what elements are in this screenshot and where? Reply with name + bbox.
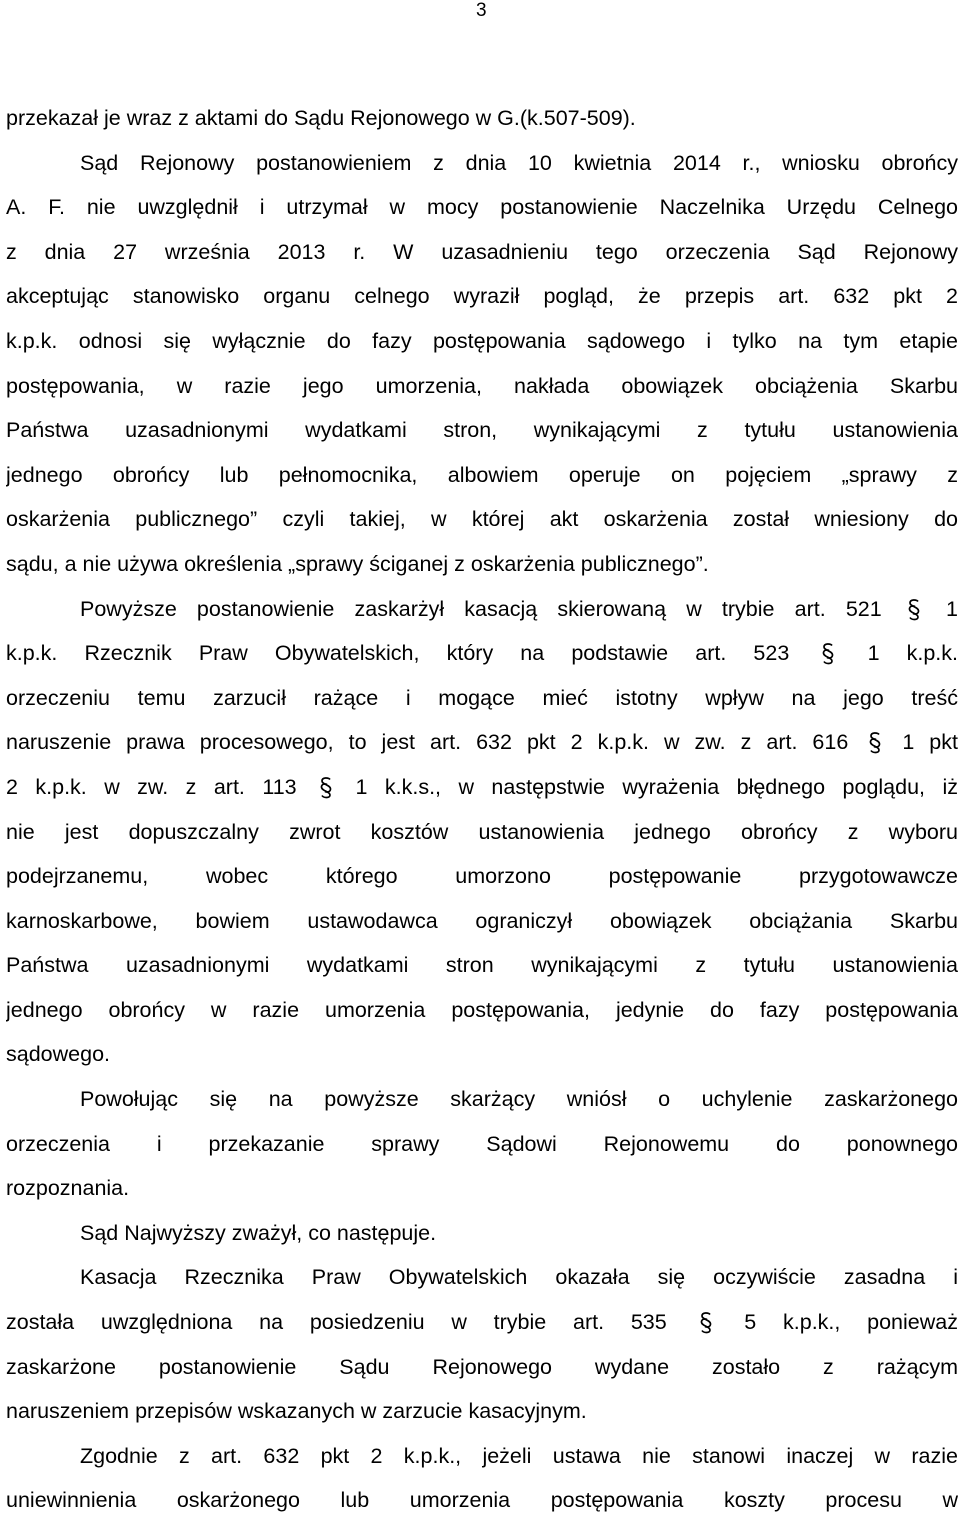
section-sign-icon	[865, 730, 885, 754]
text-segment: Sąd Rejonowy postanowieniem z dnia 10 kwietnia 2014 r., wniosku obrońcy	[80, 150, 958, 175]
text-line	[6, 1300, 958, 1345]
text-line	[6, 185, 958, 230]
text-line	[6, 1122, 958, 1167]
text-segment: k.p.k. odnosi się wyłącznie do fazy postępowania sądowego i tylko na tym etapie	[6, 328, 958, 353]
text-segment: 1 k.p.k.	[867, 641, 958, 666]
text-segment: przekazał je wraz z aktami do Sądu Rejonowego w G.(k.507-509).	[6, 106, 636, 130]
text-segment: karnoskarbowe, bowiem ustawodawca ograniczył obowiązek obciążania Skarbu	[6, 908, 958, 933]
text-segment: zaskarżone postanowienie Sądu Rejonowego wydane zostało z rażącym	[6, 1354, 958, 1379]
text-line	[6, 720, 958, 765]
text-line	[6, 96, 958, 141]
text-line	[6, 810, 958, 855]
text-segment: 1 pkt	[902, 730, 958, 755]
text-line	[6, 1211, 958, 1256]
text-segment: rozpoznania.	[6, 1176, 130, 1201]
document-body	[6, 96, 958, 1523]
text-segment: postępowania, w razie jego umorzenia, nakłada obowiązek obciążenia Skarbu	[6, 373, 958, 398]
text-segment: sądowego.	[6, 1042, 110, 1067]
text-line	[6, 1077, 958, 1122]
text-segment: nie jest dopuszczalny zwrot kosztów ustanowienia jednego obrońcy z wyboru	[6, 819, 958, 844]
text-segment: k.p.k. Rzecznik Praw Obywatelskich, który na podstawie art. 523	[6, 641, 790, 666]
text-line	[6, 141, 958, 186]
text-line	[6, 453, 958, 498]
text-line	[6, 1166, 958, 1211]
text-line	[6, 230, 958, 275]
section-sign-icon	[696, 1310, 716, 1334]
text-segment: 1 k.k.s., w następstwie wyrażenia błędnego poglądu, iż	[355, 774, 958, 799]
text-segment: z dnia 27 września 2013 r. W uzasadnieniu tego orzeczenia Sąd Rejonowy	[6, 239, 958, 264]
text-segment: sądu, a nie używa określenia „sprawy ściganej z oskarżenia publicznego”.	[6, 551, 709, 576]
text-segment: naruszenie prawa procesowego, to jest art. 632 pkt 2 k.p.k. w zw. z art. 616	[6, 730, 849, 755]
text-segment: A. F. nie uwzględnił i utrzymał w mocy postanowienie Naczelnika Urzędu Celnego	[6, 195, 958, 220]
text-line	[6, 988, 958, 1033]
text-line	[6, 408, 958, 453]
text-segment: Sąd Najwyższy zważył, co następuje.	[80, 1220, 437, 1245]
section-sign-icon	[316, 775, 336, 799]
text-segment: jednego obrońcy w razie umorzenia postępowania, jedynie do fazy postępowania	[6, 997, 958, 1022]
text-segment: Powołując się na powyższe skarżący wniósł o uchylenie zaskarżonego	[80, 1087, 958, 1112]
text-segment: akceptując stanowisko organu celnego wyraził pogląd, że przepis art. 632 pkt 2	[6, 284, 958, 309]
text-line	[6, 587, 958, 632]
text-segment: Zgodnie z art. 632 pkt 2 k.p.k., jeżeli ustawa nie stanowi inaczej w razie	[80, 1443, 958, 1468]
section-sign-icon	[818, 641, 838, 665]
text-segment: oskarżenia publicznego” czyli takiej, w której akt oskarżenia został wniesiony do	[6, 507, 958, 532]
text-line	[6, 497, 958, 542]
text-line	[6, 542, 958, 587]
text-line	[6, 1389, 958, 1434]
page-number: 3	[476, 0, 487, 21]
text-line	[6, 631, 958, 676]
text-line	[6, 943, 958, 988]
text-line	[6, 854, 958, 899]
text-segment: orzeczeniu temu zarzucił rażące i mogące mieć istotny wpływ na jego treść	[6, 685, 958, 710]
text-segment: Powyższe postanowienie zaskarżył kasacją skierowaną w trybie art. 521	[80, 596, 882, 621]
text-line	[6, 765, 958, 810]
text-line	[6, 1478, 958, 1523]
text-line	[6, 364, 958, 409]
text-segment: 1	[946, 596, 958, 621]
text-segment: Kasacja Rzecznika Praw Obywatelskich okazała się oczywiście zasadna i	[80, 1265, 958, 1290]
text-segment: 5 k.p.k., ponieważ	[744, 1310, 958, 1335]
text-line	[6, 1434, 958, 1479]
text-segment: orzeczenia i przekazanie sprawy Sądowi Rejonowemu do ponownego	[6, 1131, 958, 1156]
section-sign-icon	[904, 597, 924, 621]
text-segment: Państwa uzasadnionymi wydatkami stron wynikającymi z tytułu ustanowienia	[6, 953, 958, 978]
text-line	[6, 1345, 958, 1390]
text-line	[6, 1032, 958, 1077]
text-segment: podejrzanemu, wobec którego umorzono postępowanie przygotowawcze	[6, 864, 958, 889]
text-segment: Państwa uzasadnionymi wydatkami stron, wynikającymi z tytułu ustanowienia	[6, 418, 958, 443]
text-line	[6, 1255, 958, 1300]
text-line	[6, 899, 958, 944]
text-line	[6, 274, 958, 319]
text-segment: została uwzględniona na posiedzeniu w trybie art. 535	[6, 1310, 667, 1335]
text-segment: jednego obrońcy lub pełnomocnika, albowiem operuje on pojęciem „sprawy z	[6, 462, 958, 487]
text-line	[6, 676, 958, 721]
text-segment: naruszeniem przepisów wskazanych w zarzucie kasacyjnym.	[6, 1399, 587, 1424]
text-line	[6, 319, 958, 364]
text-segment: uniewinnienia oskarżonego lub umorzenia postępowania koszty procesu w	[6, 1488, 958, 1513]
text-segment: 2 k.p.k. w zw. z art. 113	[6, 774, 297, 799]
